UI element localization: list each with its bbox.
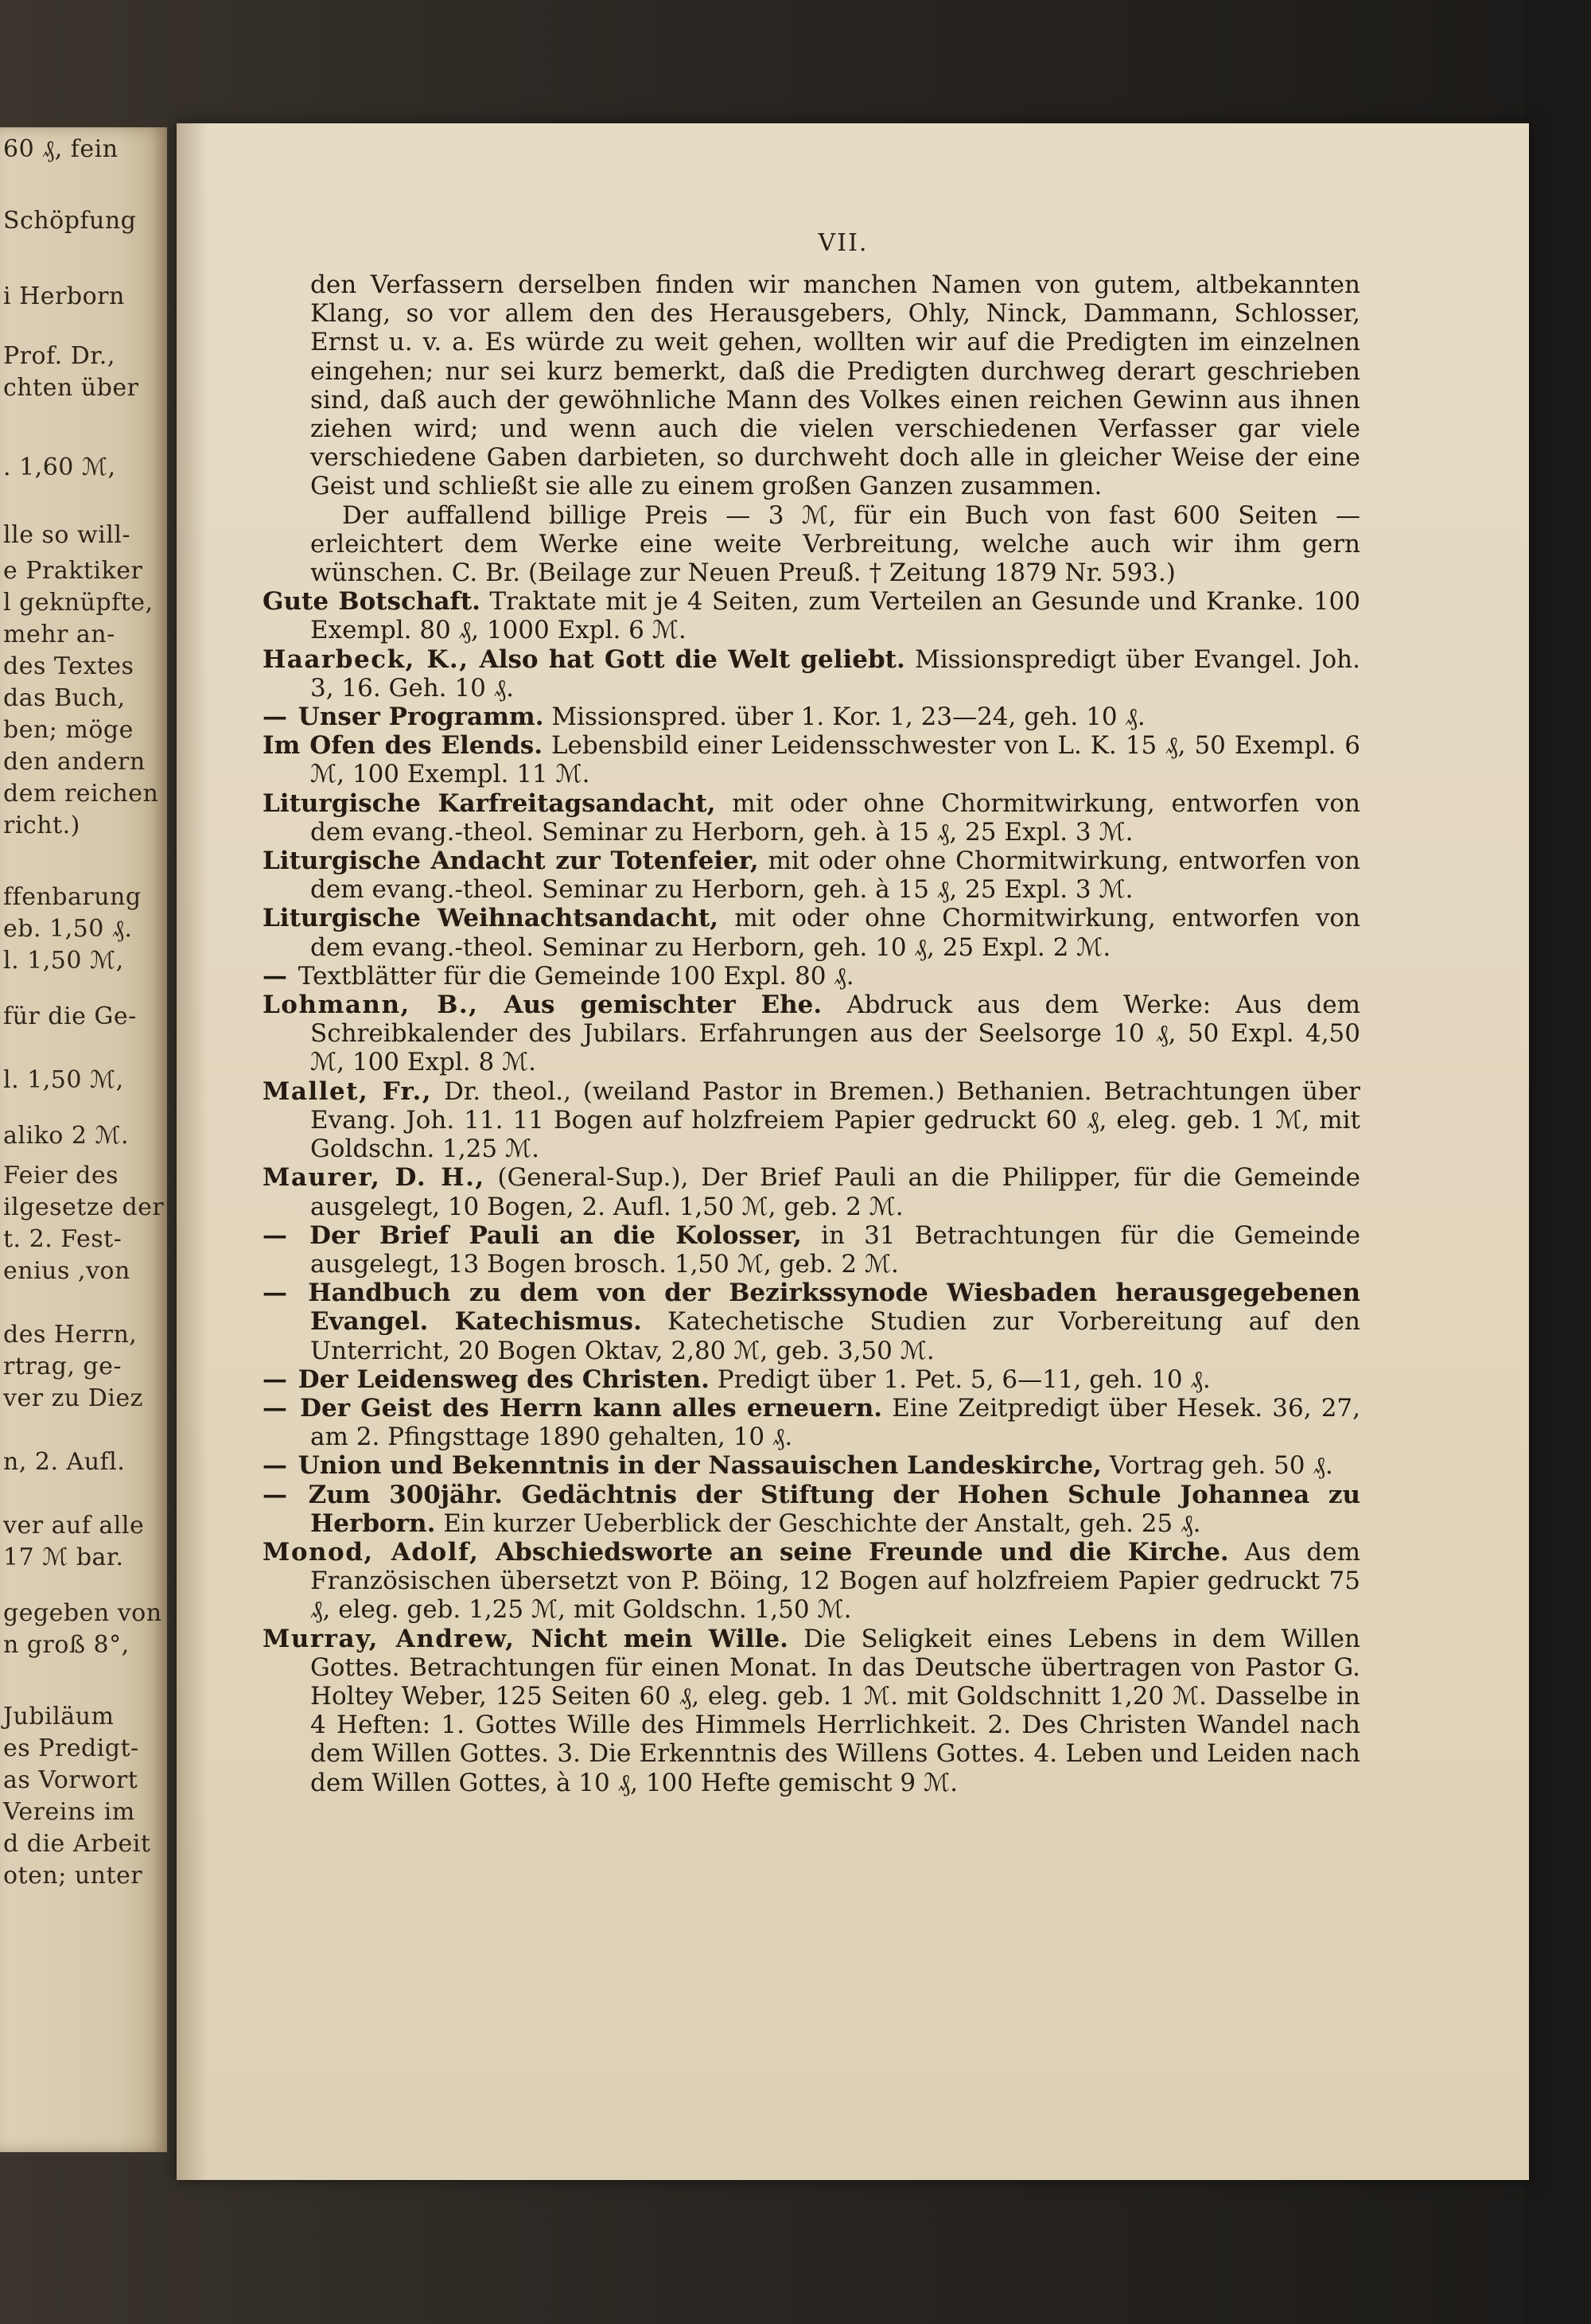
entry-title: Also hat Gott die Welt geliebt. xyxy=(469,644,905,674)
entry-title: Der Leidensweg des Christen. xyxy=(298,1364,710,1394)
left-page-fragment: i Herborn xyxy=(3,282,125,310)
left-page-fragment: chten über xyxy=(3,374,139,402)
entry-author: — xyxy=(263,1279,309,1308)
left-page-fragment: n, 2. Aufl. xyxy=(3,1448,126,1476)
catalog-entry xyxy=(263,1625,1360,1797)
left-page-fragment: enius ,von xyxy=(3,1257,130,1285)
left-page-fragment: l. 1,50 ℳ, xyxy=(3,947,124,975)
entry-description: Predigt über 1. Pet. 5, 6—11, geh. 10 ₰. xyxy=(709,1364,1211,1394)
left-page-fragment: Jubiläum xyxy=(3,1703,115,1730)
left-page-fragment: Prof. Dr., xyxy=(3,342,115,370)
catalog-entry xyxy=(263,904,1360,961)
entry-description: Die Seligkeit eines Lebens in dem Willen Gottes. Betrachtungen für einen Monat. In das Deutsche übertragen von Pastor G. Holtey Weber, 125 Seiten 60 ₰, eleg. geb. 1 ℳ. mit Goldschnitt 1,20 ℳ. Dasselbe in 4 Heften: 1. Gottes Wille des Himmels Herrlichkeit. 2. Des Christen Wandel nach dem Willen Gottes. 3. Die Erkenntnis des Willens Gottes. 4. Leben und Leiden nach dem Willen Gottes, à 10 ₰, 100 Hefte gemischt 9 ℳ. xyxy=(310,1624,1360,1797)
left-page-fragment: oten; unter xyxy=(3,1862,143,1890)
intro-paragraph-2: Der auffallend billige Preis — 3 ℳ, für ein Buch von fast 600 Seiten — erleichtert dem Werke eine weite Verbreitung, welche auch wir ihm gern wünschen. C. Br. (Beilage zur Neuen Preuß. † Zeitung 1879 Nr. 593.) xyxy=(310,500,1360,588)
left-page-fragment: l. 1,50 ℳ, xyxy=(3,1066,124,1094)
catalog-entry xyxy=(263,645,1360,703)
left-page-fragment: für die Ge- xyxy=(3,1002,137,1030)
entry-title: Der Geist des Herrn kann alles erneuern. xyxy=(300,1393,883,1423)
catalog-entry xyxy=(263,991,1360,1077)
left-page-fragment: n groß 8°, xyxy=(3,1631,130,1659)
catalog-entry xyxy=(263,1538,1360,1625)
left-page-fragment: das Buch, xyxy=(3,684,126,712)
entry-description: Vortrag geh. 50 ₰. xyxy=(1101,1451,1333,1481)
book-cover-edge xyxy=(1523,0,1591,2324)
entry-title: Liturgische Weihnachtsandacht, xyxy=(263,904,719,933)
entry-title: Zum 300jähr. Gedächtnis der Stiftung der Hohen Schule Johannea zu Herborn. xyxy=(308,1480,1360,1538)
entry-description: mit oder ohne Chormitwirkung, entworfen von dem evang.-theol. Seminar zu Herborn, geh. à 15 ₰, 25 Expl. 3 ℳ. xyxy=(310,847,1360,905)
catalog-entry xyxy=(263,587,1360,644)
entry-author: — xyxy=(263,1393,301,1423)
left-page-fragment: d die Arbeit xyxy=(3,1830,151,1858)
entry-author: Haarbeck, K., xyxy=(263,644,469,674)
left-page-fragment: Feier des xyxy=(3,1162,119,1189)
entry-description: Ein kurzer Ueberblick der Geschichte der Anstalt, geh. 25 ₰. xyxy=(435,1508,1201,1538)
entry-author: Mallet, Fr., xyxy=(263,1076,433,1106)
entry-title: Im Ofen des Elends. xyxy=(263,731,543,761)
left-page-fragment: 17 ℳ bar. xyxy=(3,1543,124,1571)
left-page-fragment: aliko 2 ℳ. xyxy=(3,1122,130,1150)
catalog-entry xyxy=(263,731,1360,788)
entry-description: (General-Sup.), Der Brief Pauli an die Philipper, für die Gemeinde ausgelegt, 10 Bogen, 2. Aufl. 1,50 ℳ, geb. 2 ℳ. xyxy=(310,1163,1360,1221)
left-page-fragment: ilgesetze der xyxy=(3,1193,165,1221)
entry-author: — xyxy=(263,1480,309,1509)
entry-title: Unser Programm. xyxy=(298,703,544,732)
left-page-fragment: Schöpfung xyxy=(3,207,137,235)
entry-author: — xyxy=(263,961,298,991)
intro-paragraph: den Verfassern derselben finden wir manchen Namen von gutem, altbekannten Klang, so vor allem den des Herausgebers, Ohly, Ninck, Dammann, Schlosser, Ernst u. v. a. Es würde zu weit gehen, wollten wir auf die Predigten im einzelnen eingehen; nur sei kurz bemerkt, daß die Predigten durchweg derart geschrieben sind, daß auch der gewöhnliche Mann des Volkes einen reichen Gewinn aus ihnen ziehen wird; und wenn auch die vielen verschiedenen Verfasser gar viele verschiedene Gaben darbieten, so durchweht doch alle in gleicher Weise der eine Geist und schließt sie alle zu einem großen Ganzen zusammen. xyxy=(310,271,1360,501)
entry-author: Maurer, D. H., xyxy=(263,1163,485,1193)
left-page-fragment: richt.) xyxy=(3,812,80,839)
entry-description: Missionspredigt über Evangel. Joh. 3, 16. Geh. 10 ₰. xyxy=(310,644,1360,703)
entry-description: Abdruck aus dem Werke: Aus dem Schreibkalender des Jubilars. Erfahrungen aus der Seelsorge 10 ₰, 50 Expl. 4,50 ℳ, 100 Expl. 8 ℳ. xyxy=(310,991,1360,1077)
entry-author: — xyxy=(263,1364,298,1394)
catalog-entry xyxy=(263,1077,1360,1164)
catalog-entry xyxy=(263,962,1360,991)
entry-description: mit oder ohne Chormitwirkung, entworfen von dem evang.-theol. Seminar zu Herborn, geh. à 15 ₰, 25 Expl. 3 ℳ. xyxy=(310,788,1360,847)
entry-title: Handbuch zu dem von der Bezirkssynode Wiesbaden herausgegebenen Evangel. Katechismus. xyxy=(308,1279,1360,1337)
entry-description: Missionspred. über 1. Kor. 1, 23—24, geh. 10 ₰. xyxy=(543,703,1146,732)
catalog-entry xyxy=(263,1221,1360,1279)
left-page-fragment: 60 ₰, fein xyxy=(3,135,119,163)
entry-title: Nicht mein Wille. xyxy=(515,1624,788,1653)
left-page-fragment: des Herrn, xyxy=(3,1321,138,1349)
catalog-entry xyxy=(263,1394,1360,1451)
left-page-fragment: as Vorwort xyxy=(3,1766,138,1794)
catalog-entry xyxy=(263,1279,1360,1365)
entry-description: mit oder ohne Chormitwirkung, entworfen von dem evang.-theol. Seminar zu Herborn, geh. 10 ₰, 25 Expl. 2 ℳ. xyxy=(310,904,1360,962)
entry-title: Aus gemischter Ehe. xyxy=(478,991,823,1020)
catalog-entry xyxy=(263,1481,1360,1538)
entry-title: Liturgische Andacht zur Totenfeier, xyxy=(263,847,759,876)
left-page-fragment: ver zu Diez xyxy=(3,1384,143,1412)
entry-title: Union und Bekenntnis in der Nassauischen Landeskirche, xyxy=(298,1451,1102,1481)
catalog-entry xyxy=(263,789,1360,847)
entry-description: Lebensbild einer Leidensschwester von L. K. 15 ₰, 50 Exempl. 6 ℳ, 100 Exempl. 11 ℳ. xyxy=(310,731,1360,789)
entry-description: Traktate mit je 4 Seiten, zum Verteilen an Gesunde und Kranke. 100 Exempl. 80 ₰, 1000 Expl. 6 ℳ. xyxy=(310,587,1360,645)
left-page-fragment: lle so will- xyxy=(3,521,131,549)
catalog-entry xyxy=(263,1451,1360,1480)
entry-title: Gute Botschaft. xyxy=(263,587,480,617)
entry-author: Monod, Adolf, xyxy=(263,1537,480,1567)
entry-author: Murray, Andrew, xyxy=(263,1624,515,1653)
entry-author: — xyxy=(263,1451,298,1481)
entry-author: Lohmann, B., xyxy=(263,991,479,1020)
catalog-entry xyxy=(263,1163,1360,1220)
entry-title: Der Brief Pauli an die Kolosser, xyxy=(309,1220,802,1250)
entry-author: — xyxy=(263,703,298,732)
left-page-fragment: ffenbarung xyxy=(3,883,142,911)
left-page-fragment: den andern xyxy=(3,748,146,776)
left-page-fragment: es Predigt- xyxy=(3,1734,139,1762)
left-page-fragment: eb. 1,50 ₰. xyxy=(3,915,133,943)
entry-description: Aus dem Französischen übersetzt von P. Böing, 12 Bogen auf holzfreiem Papier gedruckt 75 ₰, eleg. geb. 1,25 ℳ, mit Goldschn. 1,50 ℳ. xyxy=(310,1537,1360,1625)
left-page xyxy=(0,127,167,2152)
catalog-entry xyxy=(263,847,1360,904)
entry-description: Dr. theol., (weiland Pastor in Bremen.) Bethanien. Betrachtungen über Evang. Joh. 11. 11 Bogen auf holzfreiem Papier gedruckt 60 ₰, eleg. geb. 1 ℳ, mit Goldschn. 1,25 ℳ. xyxy=(310,1076,1360,1164)
left-page-fragment: rtrag, ge- xyxy=(3,1353,122,1380)
entry-description: in 31 Betrachtungen für die Gemeinde ausgelegt, 13 Bogen brosch. 1,50 ℳ, geb. 2 ℳ. xyxy=(310,1220,1360,1279)
left-page-fragment: e Praktiker xyxy=(3,557,143,585)
left-page-fragment: ver auf alle xyxy=(3,1512,145,1540)
entry-author: — xyxy=(263,1220,310,1250)
entry-title: Liturgische Karfreitagsandacht, xyxy=(263,788,716,818)
left-page-fragment: Vereins im xyxy=(3,1798,135,1826)
entry-description: Textblätter für die Gemeinde 100 Expl. 80 ₰. xyxy=(298,961,854,991)
catalog-entries xyxy=(263,587,1360,1797)
page-content xyxy=(263,271,1360,1797)
catalog-entry xyxy=(263,1365,1360,1394)
left-page-fragment: t. 2. Fest- xyxy=(3,1225,123,1253)
left-page-fragment: dem reichen xyxy=(3,780,159,808)
left-page-fragment: . 1,60 ℳ, xyxy=(3,454,116,481)
catalog-entry xyxy=(263,703,1360,731)
left-page-fragment: mehr an- xyxy=(3,621,115,648)
left-page-fragment: des Textes xyxy=(3,652,134,680)
left-page-fragment: ben; möge xyxy=(3,716,134,744)
entry-title: Abschiedsworte an seine Freunde und die Kirche. xyxy=(479,1537,1229,1567)
entry-description: Katechetische Studien zur Vorbereitung auf den Unterricht, 20 Bogen Oktav, 2,80 ℳ, geb. 3,50 ℳ. xyxy=(310,1307,1360,1365)
left-page-fragment: gegeben von xyxy=(3,1599,162,1627)
page-number: VII. xyxy=(818,229,869,257)
entry-description: Eine Zeitpredigt über Hesek. 36, 27, am 2. Pfingsttage 1890 gehalten, 10 ₰. xyxy=(310,1393,1360,1452)
page-gutter-shadow xyxy=(177,123,208,2180)
left-page-fragment: l geknüpfte, xyxy=(3,589,154,617)
